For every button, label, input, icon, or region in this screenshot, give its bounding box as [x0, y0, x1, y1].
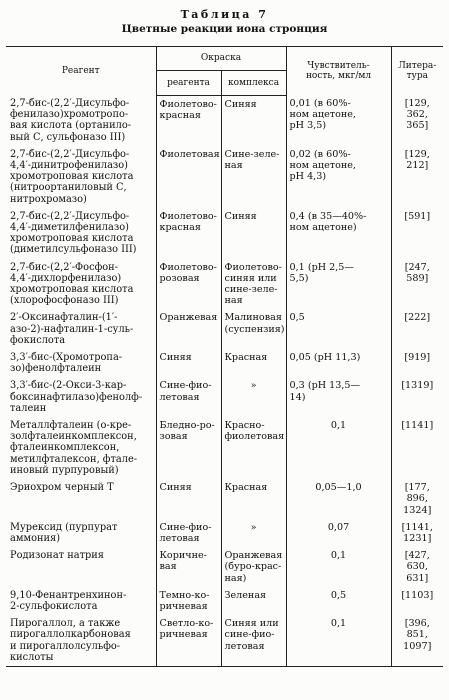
reagent-color-cell: Фиолетовая [156, 146, 221, 208]
sensitivity-cell: 0,5 [286, 587, 391, 615]
sensitivity-cell: 0,4 (в 35—40%- ном ацетоне) [286, 208, 391, 259]
table-body [6, 95, 443, 666]
sensitivity-cell: 0,1 (pH 2,5— 5,5) [286, 259, 391, 310]
literature-cell: [919] [391, 349, 443, 377]
literature-cell: [1141] [391, 417, 443, 479]
reagent-color-cell: Фиолетово- розовая [156, 259, 221, 310]
literature-cell: [427, 630, 631] [391, 547, 443, 587]
table-row [6, 95, 443, 146]
reagent-cell: 2,7-бис-(2,2′-Дисульфо- фенилазо)хромотропо- вая кислота (ортанило- вый С, сульфоназо III) [10, 98, 132, 143]
table-row [6, 208, 443, 259]
reagent-cell: 3,3′-бис-(2-Окси-3-кар- боксинафтилазо)фенолф- талеин [10, 380, 143, 414]
reagent-cell: Родизонат натрия [10, 550, 104, 562]
complex-color-cell: Малиновая (суспензия) [221, 309, 286, 349]
complex-color-cell: Сине-зеле- ная [221, 146, 286, 208]
literature-cell: [1103] [391, 587, 443, 615]
sensitivity-cell: 0,3 (pH 13,5— 14) [286, 377, 391, 417]
complex-color-cell: Зеленая [221, 587, 286, 615]
literature-cell: [1141, 1231] [391, 519, 443, 547]
complex-color-cell: Синяя [221, 208, 286, 259]
table-row [6, 259, 443, 310]
table-title: Цветные реакции иона стронция [121, 23, 328, 35]
literature-cell: [129, 362, 365] [391, 95, 443, 146]
sensitivity-cell: 0,5 [286, 309, 391, 349]
reagent-cell: Эриохром черный Т [10, 482, 114, 494]
reagent-color-cell: Синяя [156, 479, 221, 519]
reagent-cell: 2,7-бис-(2,2′-Фосфон- 4,4′-дихлорфенилазо) хромотроповая кислота (хлорофосфоназо III) [10, 261, 134, 307]
header-color-reagent: реагента [156, 71, 221, 95]
table-row [6, 519, 443, 547]
complex-color-cell: » [221, 377, 286, 417]
header-reagent: Реагент [6, 47, 156, 96]
table-row [6, 309, 443, 349]
literature-cell: [1319] [391, 377, 443, 417]
table-row [6, 417, 443, 479]
table-row [6, 349, 443, 377]
reagent-color-cell: Фиолетово- красная [156, 95, 221, 146]
reagent-cell: 2,7-бис-(2,2′-Дисульфо- 4,4′-динитрофенилазо) хромотроповая кислота (нитроортаниловый С, нитрохромазо) [10, 148, 134, 205]
header-color-complex: комплекса [221, 71, 286, 95]
complex-color-cell: Синяя или сине-фио- летовая [221, 615, 286, 666]
sensitivity-cell: 0,1 [286, 547, 391, 587]
literature-cell: [591] [391, 208, 443, 259]
reagent-cell: 3,3′-бис-(Хромотропа- зо)фенолфталеин [10, 352, 123, 375]
table-row [6, 615, 443, 666]
reagent-color-cell: Сине-фио- летовая [156, 519, 221, 547]
reagent-cell: 2,7-бис-(2,2′-Дисульфо- 4,4′-диметилфенилазо) хромотроповая кислота (диметилсульфоназо III) [10, 210, 137, 256]
table-row [6, 547, 443, 587]
literature-cell: [222] [391, 309, 443, 349]
header-literature: Литера- тура [391, 47, 443, 96]
header-sensitivity: Чувствитель- ность, мкг/мл [286, 47, 391, 96]
reagent-color-cell: Темно-ко- ричневая [156, 587, 221, 615]
table-number: Таблица 7 [180, 8, 269, 21]
complex-color-cell: » [221, 519, 286, 547]
sensitivity-cell: 0,05 (pH 11,3) [286, 349, 391, 377]
sensitivity-cell: 0,05—1,0 [286, 479, 391, 519]
reagent-cell: 2′-Оксинафталин-(1′- азо-2)-нафталин-1-суль- фокислота [10, 312, 134, 346]
table-row [6, 377, 443, 417]
table-row [6, 479, 443, 519]
reagent-color-cell: Синяя [156, 349, 221, 377]
table-caption [0, 8, 449, 36]
sensitivity-cell: 0,07 [286, 519, 391, 547]
literature-cell: [396, 851, 1097] [391, 615, 443, 666]
reagent-cell: Мурексид (пурпурат аммония) [10, 521, 118, 544]
sensitivity-cell: 0,1 [286, 417, 391, 479]
complex-color-cell: Оранжевая (буро-крас- ная) [221, 547, 286, 587]
complex-color-cell: Синяя [221, 95, 286, 146]
reagent-cell: Металлфталеин (о-кре- золфталеинкомплексон, фталеинкомплексон, метилфталексон, фтале- иновый пурпуровый) [10, 420, 138, 476]
reagent-color-cell: Бледно-ро- зовая [156, 417, 221, 479]
sensitivity-cell: 0,02 (в 60%- ном ацетоне, pH 4,3) [286, 146, 391, 208]
reagent-color-cell: Коричне- вая [156, 547, 221, 587]
complex-color-cell: Красная [221, 349, 286, 377]
table-row [6, 587, 443, 615]
table-row [6, 146, 443, 208]
literature-cell: [129, 212] [391, 146, 443, 208]
literature-cell: [247, 589] [391, 259, 443, 310]
header-color-group: Окраска [156, 47, 286, 71]
reagent-color-cell: Сине-фио- летовая [156, 377, 221, 417]
sensitivity-cell: 0,01 (в 60%- ном ацетоне, pH 3,5) [286, 95, 391, 146]
literature-cell: [177, 896, 1324] [391, 479, 443, 519]
complex-color-cell: Фиолетово- синяя или сине-зеле- ная [221, 259, 286, 310]
reagent-color-cell: Оранжевая [156, 309, 221, 349]
reagent-cell: Пирогаллол, а также пирогаллолкарбоновая и пирогаллолсульфо- кислоты [6, 615, 156, 666]
sensitivity-cell: 0,1 [286, 615, 391, 666]
color-reactions-table [6, 46, 443, 667]
reagent-color-cell: Фиолетово- красная [156, 208, 221, 259]
complex-color-cell: Красная [221, 479, 286, 519]
reagent-color-cell: Светло-ко- ричневая [156, 615, 221, 666]
complex-color-cell: Красно- фиолетовая [221, 417, 286, 479]
reagent-cell: 9,10-Фенантренхинон- 2-сульфокислота [10, 589, 127, 612]
